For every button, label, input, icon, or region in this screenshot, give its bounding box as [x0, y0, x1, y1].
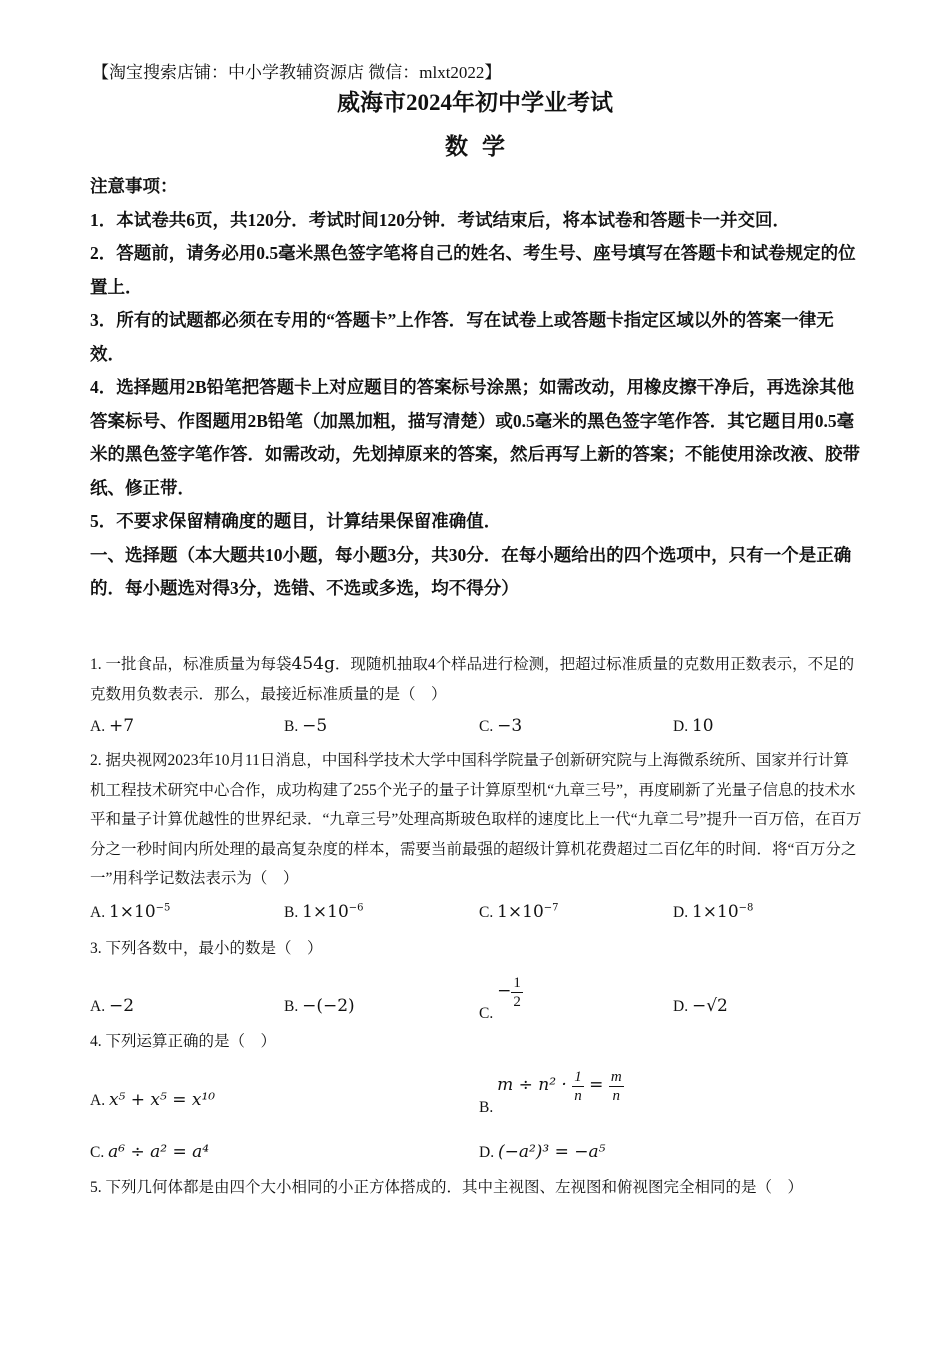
q4-option-a[interactable]: A. x⁵ + x⁵ = x¹⁰ — [90, 1090, 216, 1110]
notes-block — [90, 170, 862, 606]
q1-stem-math: 454g — [291, 654, 335, 674]
q3-option-c[interactable]: C. − $\frac{1}{2}$ — [479, 975, 521, 1023]
q1-option-a[interactable]: A. +7 — [90, 716, 135, 736]
q1-stem-b: ．现随机抽取4个样品进行检测，把超过标准质量的克数用正数表示，不足的克数用负数表示．那么，最接近标准质量的是（ ） — [90, 656, 855, 703]
q3-option-b[interactable]: B. −(−2) — [284, 996, 355, 1016]
q2-option-a[interactable]: A. $1\times 10^{-5}$ — [90, 902, 171, 922]
q3-option-d[interactable]: D. −√2 — [673, 996, 728, 1016]
q1-option-b[interactable]: B. −5 — [284, 716, 328, 736]
notes-heading: 注意事项： — [90, 176, 178, 196]
q1-option-c[interactable]: C. −3 — [479, 716, 523, 736]
question-5 — [90, 1173, 862, 1203]
q5-stem: 5. 下列几何体都是由四个大小相同的小正方体搭成的．其中主视图、左视图和俯视图完全相同的是（ ） — [90, 1179, 804, 1196]
q4-option-d[interactable]: D. (−a²)³ = −a⁵ — [479, 1142, 606, 1162]
q1-option-d[interactable]: D. 10 — [673, 716, 714, 736]
q3-stem: 3. 下列各数中，最小的数是（ ） — [90, 940, 323, 957]
q2-stem: 2. 据央视网2023年10月11日消息，中国科学技术大学中国科学院量子创新研究院与上海微系统所、国家并行计算机工程技术研究中心合作，成功构建了255个光子的量子计算原型机“九章三号”，再度刷新了光量子信息的技术水平和量子计算优越性的世界纪录．“九章三号”处理高斯玻色取样的速度比上一代“九章二号”提升一百万倍，在百万分之一秒时间内所处理的最高复杂度的样本，需要当前最强的超级计算机花费超过二百亿年的时间．将“百万分之一”用科学记数法表示为（ ） — [90, 752, 862, 887]
question-2 — [90, 746, 862, 894]
ad-line: 【淘宝搜索店铺：中小学教辅资源店 微信：mlxt2022】 — [92, 63, 502, 82]
note-item: 5．不要求保留精确度的题目，计算结果保留准确值． — [90, 511, 502, 531]
note-item: 2．答题前，请务必用0.5毫米黑色签字笔将自己的姓名、考生号、座号填写在答题卡和试卷规定的位置上． — [90, 243, 856, 297]
q2-option-b[interactable]: B. $1\times 10^{-6}$ — [284, 902, 364, 922]
note-item: 3．所有的试题都必须在专用的“答题卡”上作答．写在试卷上或答题卡指定区域以外的答案一律无效． — [90, 310, 834, 364]
q4-stem: 4. 下列运算正确的是（ ） — [90, 1033, 277, 1050]
note-item: 4．选择题用2B铅笔把答题卡上对应题目的答案标号涂黑；如需改动，用橡皮擦干净后，再选涂其他答案标号、作图题用2B铅笔（加黑加粗，描写清楚）或0.5毫米的黑色签字笔作答．其它题目用0.5毫米的黑色签字笔作答．如需改动，先划掉原来的答案，然后再写上新的答案；不能使用涂改液、胶带纸、修正带． — [90, 377, 860, 498]
note-item: 1．本试卷共6页，共120分．考试时间120分钟．考试结束后，将本试卷和答题卡一并交回． — [90, 209, 790, 230]
q4-option-b[interactable]: B. m ÷ n² · $\frac{1}{n}$ = $\frac{m}{n}$ — [479, 1069, 622, 1117]
question-1 — [90, 650, 862, 709]
section-heading: 一、选择题（本大题共10小题，每小题3分，共30分．在每小题给出的四个选项中，只有一个是正确的．每小题选对得3分，选错、不选或多选，均不得分） — [90, 544, 852, 598]
q1-stem-a: 1. 一批食品，标准质量为每袋 — [90, 656, 292, 673]
exam-title: 威海市2024年初中学业考试 — [337, 90, 613, 115]
q2-option-c[interactable]: C. $1\times 10^{-7}$ — [479, 902, 559, 922]
q2-option-d[interactable]: D. $1\times 10^{-8}$ — [673, 902, 754, 922]
question-4 — [90, 1027, 862, 1057]
q4-option-c[interactable]: C. a⁶ ÷ a² = a⁴ — [90, 1142, 210, 1162]
q3-option-a[interactable]: A. −2 — [90, 996, 135, 1016]
question-3 — [90, 934, 862, 964]
subject-title: 数学 — [445, 134, 519, 159]
